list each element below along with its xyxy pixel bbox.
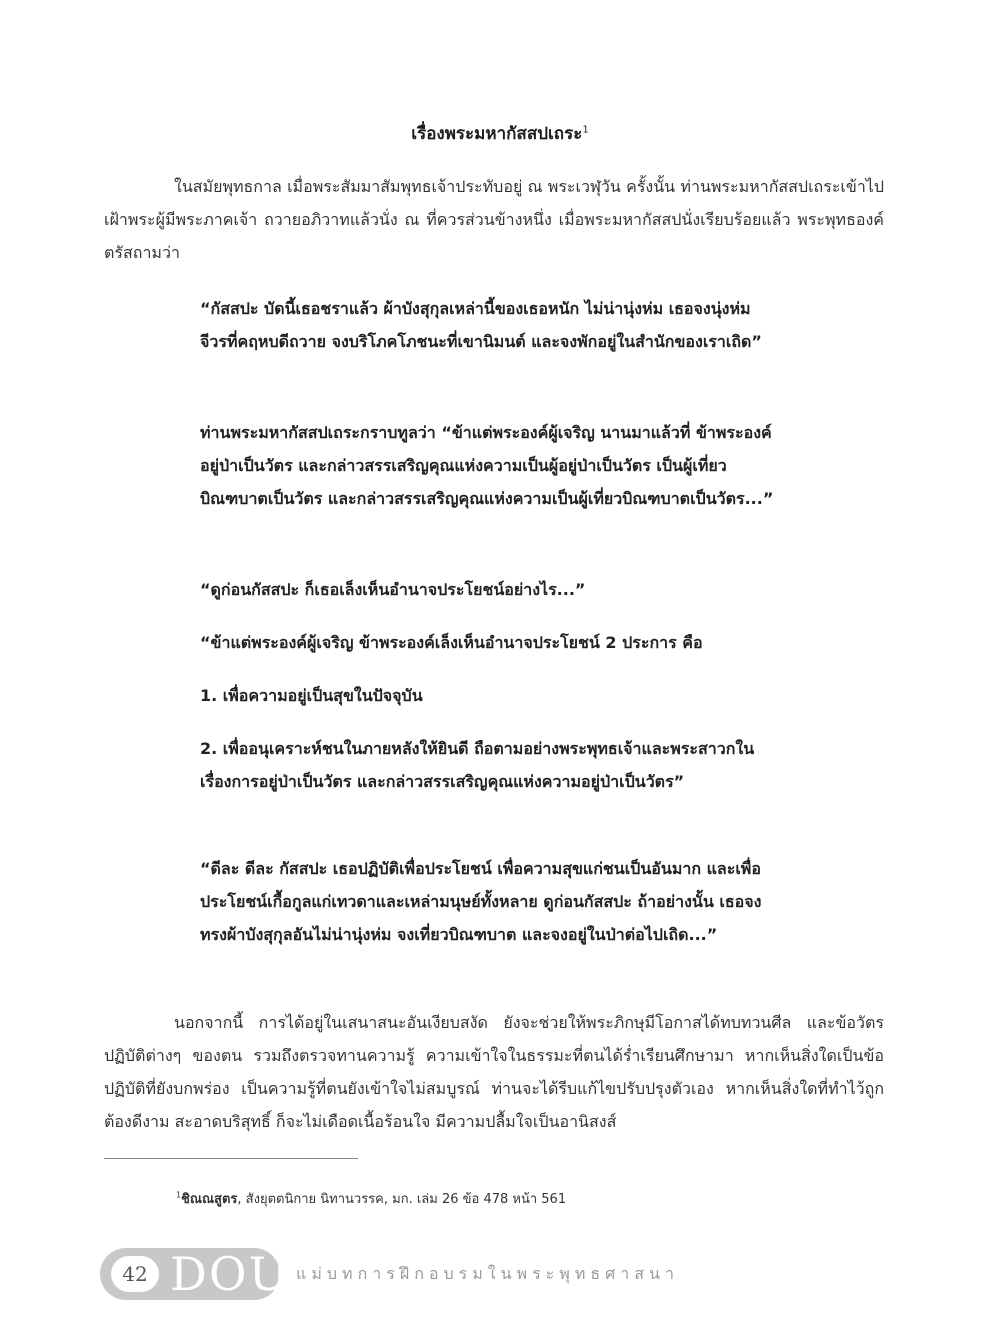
footnote [176,1188,566,1209]
quote-buddha-3: “ดีละ ดีละ กัสสปะ เธอปฏิบัติเพื่อประโยชน์ เพื่อความสุขแก่ชนเป็นอันมาก และเพื่อประโยชน์เกื้อกูลแก่เทวดาและเหล่ามนุษย์ทั้งหลาย ดูก่อนกัสสปะ ถ้าอย่างนั้น เธอจงทรงผ้าบังสุกุลอันไม่น่านุ่งห่ม จงเที่ยวบิณฑบาต และจงอยู่ในป่าต่อไปเถิด...” [200,859,762,944]
page-title [0,120,1000,147]
dou-logo: DOU [170,1247,290,1301]
intro-paragraph: ในสมัยพุทธกาล เมื่อพระสัมมาสัมพุทธเจ้าประทับอยู่ ณ พระเวฬุวัน ครั้งนั้น ท่านพระมหากัสสปเถระเข้าไปเฝ้าพระผู้มีพระภาคเจ้า ถวายอภิวาทแล้วนั่ง ณ ที่ควรส่วนข้างหนึ่ง เมื่อพระมหากัสสปนั่งเรียบร้อยแล้ว พระพุทธองค์ตรัสถามว่า [104,177,884,262]
quote-kassapa-2: “ข้าแต่พระองค์ผู้เจริญ ข้าพระองค์เล็งเห็นอำนาจประโยชน์ 2 ประการ คือ [200,633,703,652]
footnote-divider [104,1158,358,1159]
quote-buddha-2: “ดูก่อนกัสสปะ ก็เธอเล็งเห็นอำนาจประโยชน์อย่างไร...” [200,580,586,599]
footnote-source: ชิณณสูตร [181,1192,238,1207]
footnote-detail: , สังยุตตนิกาย นิทานวรรค, มก. เล่ม 26 ข้อ 478 หน้า 561 [237,1192,567,1207]
closing-paragraph: นอกจากนี้ การได้อยู่ในเสนาสนะอันเงียบสงัด ยังจะช่วยให้พระภิกษุมีโอกาสได้ทบทวนศีล และข้อวัตรปฏิบัติต่างๆ ของตน รวมถึงตรวจทานความรู้ ความเข้าใจในธรรมะที่ตนได้ร่ำเรียนศึกษามา หากเห็นสิ่งใดเป็นข้อปฏิบัติที่ยังบกพร่อง เป็นความรู้ที่ตนยังเข้าใจไม่สมบูรณ์ ท่านจะได้รีบแก้ไขปรับปรุงตัวเอง หากเห็นสิ่งใดที่ทำไว้ถูกต้องดีงาม สะอาดบริสุทธิ์ ก็จะไม่เดือดเนื้อร้อนใจ มีความปลื้มใจเป็นอานิสงส์ [104,1013,884,1131]
quote-benefit-1: 1. เพื่อความอยู่เป็นสุขในปัจจุบัน [200,686,423,705]
quote-buddha-1: “กัสสปะ บัดนี้เธอชราแล้ว ผ้าบังสุกุลเหล่านี้ของเธอหนัก ไม่น่านุ่งห่ม เธอจงนุ่งห่มจีวรที่คฤหบดีถวาย จงบริโภคโภชนะที่เขานิมนต์ และจงพักอยู่ในสำนักของเราเถิด” [200,299,762,351]
page-number: 42 [111,1256,159,1292]
quote-kassapa-1: ท่านพระมหากัสสปเถระกราบทูลว่า “ข้าแต่พระองค์ผู้เจริญ นานมาแล้วที่ ข้าพระองค์อยู่ป่าเป็นวัตร และกล่าวสรรเสริญคุณแห่งความเป็นผู้อยู่ป่าเป็นวัตร เป็นผู้เที่ยวบิณฑบาตเป็นวัตร และกล่าวสรรเสริญคุณแห่งความเป็นผู้เที่ยวบิณฑบาตเป็นวัตร...” [200,423,774,508]
title-text: เรื่องพระมหากัสสปเถระ [411,124,583,144]
footnote-ref: 1 [582,124,589,136]
book-title: แม่บทการฝึกอบรมในพระพุทธศาสนา [296,1264,679,1283]
footnote-marker: 1 [176,1190,182,1200]
quote-benefit-2: 2. เพื่ออนุเคราะห์ชนในภายหลังให้ยินดี ถือตามอย่างพระพุทธเจ้าและพระสาวกในเรื่องการอยู่ป่าเป็นวัตร และกล่าวสรรเสริญคุณแห่งความอยู่ป่าเป็นวัตร” [200,739,755,791]
